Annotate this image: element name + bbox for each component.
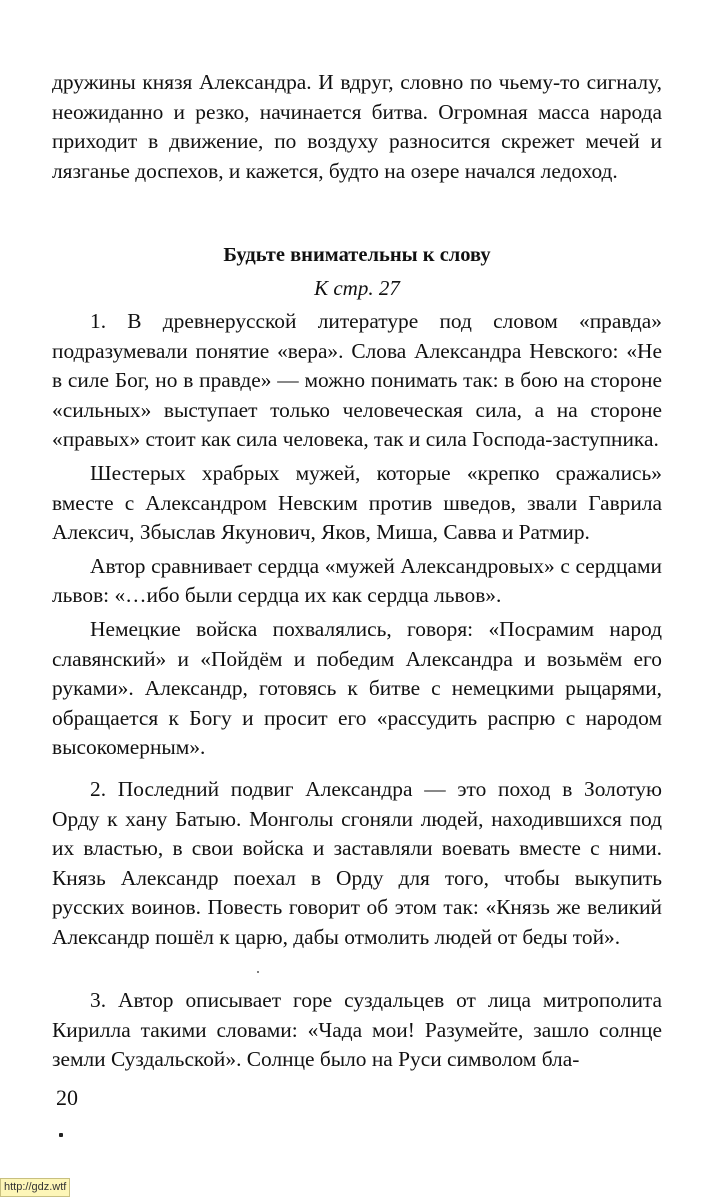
answer-1-paragraph-4: Немецкие войска похвалялись, говоря: «Посрамим народ славянский» и «Пойдём и победим Александра и возьмём его руками». Александр, готовясь к битве с немецкими рыцарями, обращается к Богу и просит его «рассудить распрю с народом высокомерным». bbox=[52, 616, 662, 760]
answer-1-paragraph-3: Автор сравнивает сердца «мужей Александровых» с сердцами львов: «…ибо были сердца их как сердца львов». bbox=[52, 553, 662, 608]
answer-1-paragraph-2: Шестерых храбрых мужей, которые «крепко сражались» вместе с Александром Невским против шведов, звали Гаврила Алексич, Збыслав Якунович, Яков, Миша, Савва и Ратмир. bbox=[52, 460, 662, 545]
answer-2 bbox=[52, 775, 662, 953]
answer-1 bbox=[52, 307, 662, 763]
section-subtitle: К стр. 27 bbox=[314, 276, 400, 300]
section-title: Будьте внимательны к слову bbox=[223, 244, 491, 266]
intro-paragraph: дружины князя Александра. И вдруг, словно по чьему-то сигналу, неожиданно и резко, начинается битва. Огромная масса народа приходит в движение, по воздуху разносится скрежет мечей и лязганье доспехов, и кажется, будто на озере начался ледоход. bbox=[52, 70, 662, 183]
watermark-link[interactable]: http://gdz.wtf bbox=[0, 1178, 70, 1197]
answer-3-paragraph: 3. Автор описывает горе суздальцев от лица митрополита Кирилла такими словами: «Чада мои! Разумейте, зашло солнце земли Суздальской». Солнце было на Руси символом бла- bbox=[52, 988, 662, 1072]
scan-mark bbox=[59, 1133, 63, 1137]
answer-3 bbox=[52, 986, 662, 1075]
answer-2-paragraph: 2. Последний подвиг Александра — это поход в Золотую Орду к хану Батыю. Монголы сгоняли людей, находившихся под их властью, в свои войска и заставляли воевать вместе с ними. Князь Александр поехал в Орду для того, чтобы выкупить русских воинов. Повесть говорит об этом так: «Князь же великий Александр пошёл к царю, дабы отмолить людей от беды той». bbox=[52, 777, 662, 949]
scan-speck bbox=[257, 971, 259, 973]
page-number: 20 bbox=[56, 1085, 78, 1110]
answer-1-paragraph-1: 1. В древнерусской литературе под словом «правда» подразумевали понятие «вера». Слова Александра Невского: «Не в силе Бог, но в правде» — можно понимать так: в бою на стороне «сильных» выступает только человеческая сила, а на стороне «правых» стоит как сила человека, так и сила Господа-заступника. bbox=[52, 309, 662, 452]
